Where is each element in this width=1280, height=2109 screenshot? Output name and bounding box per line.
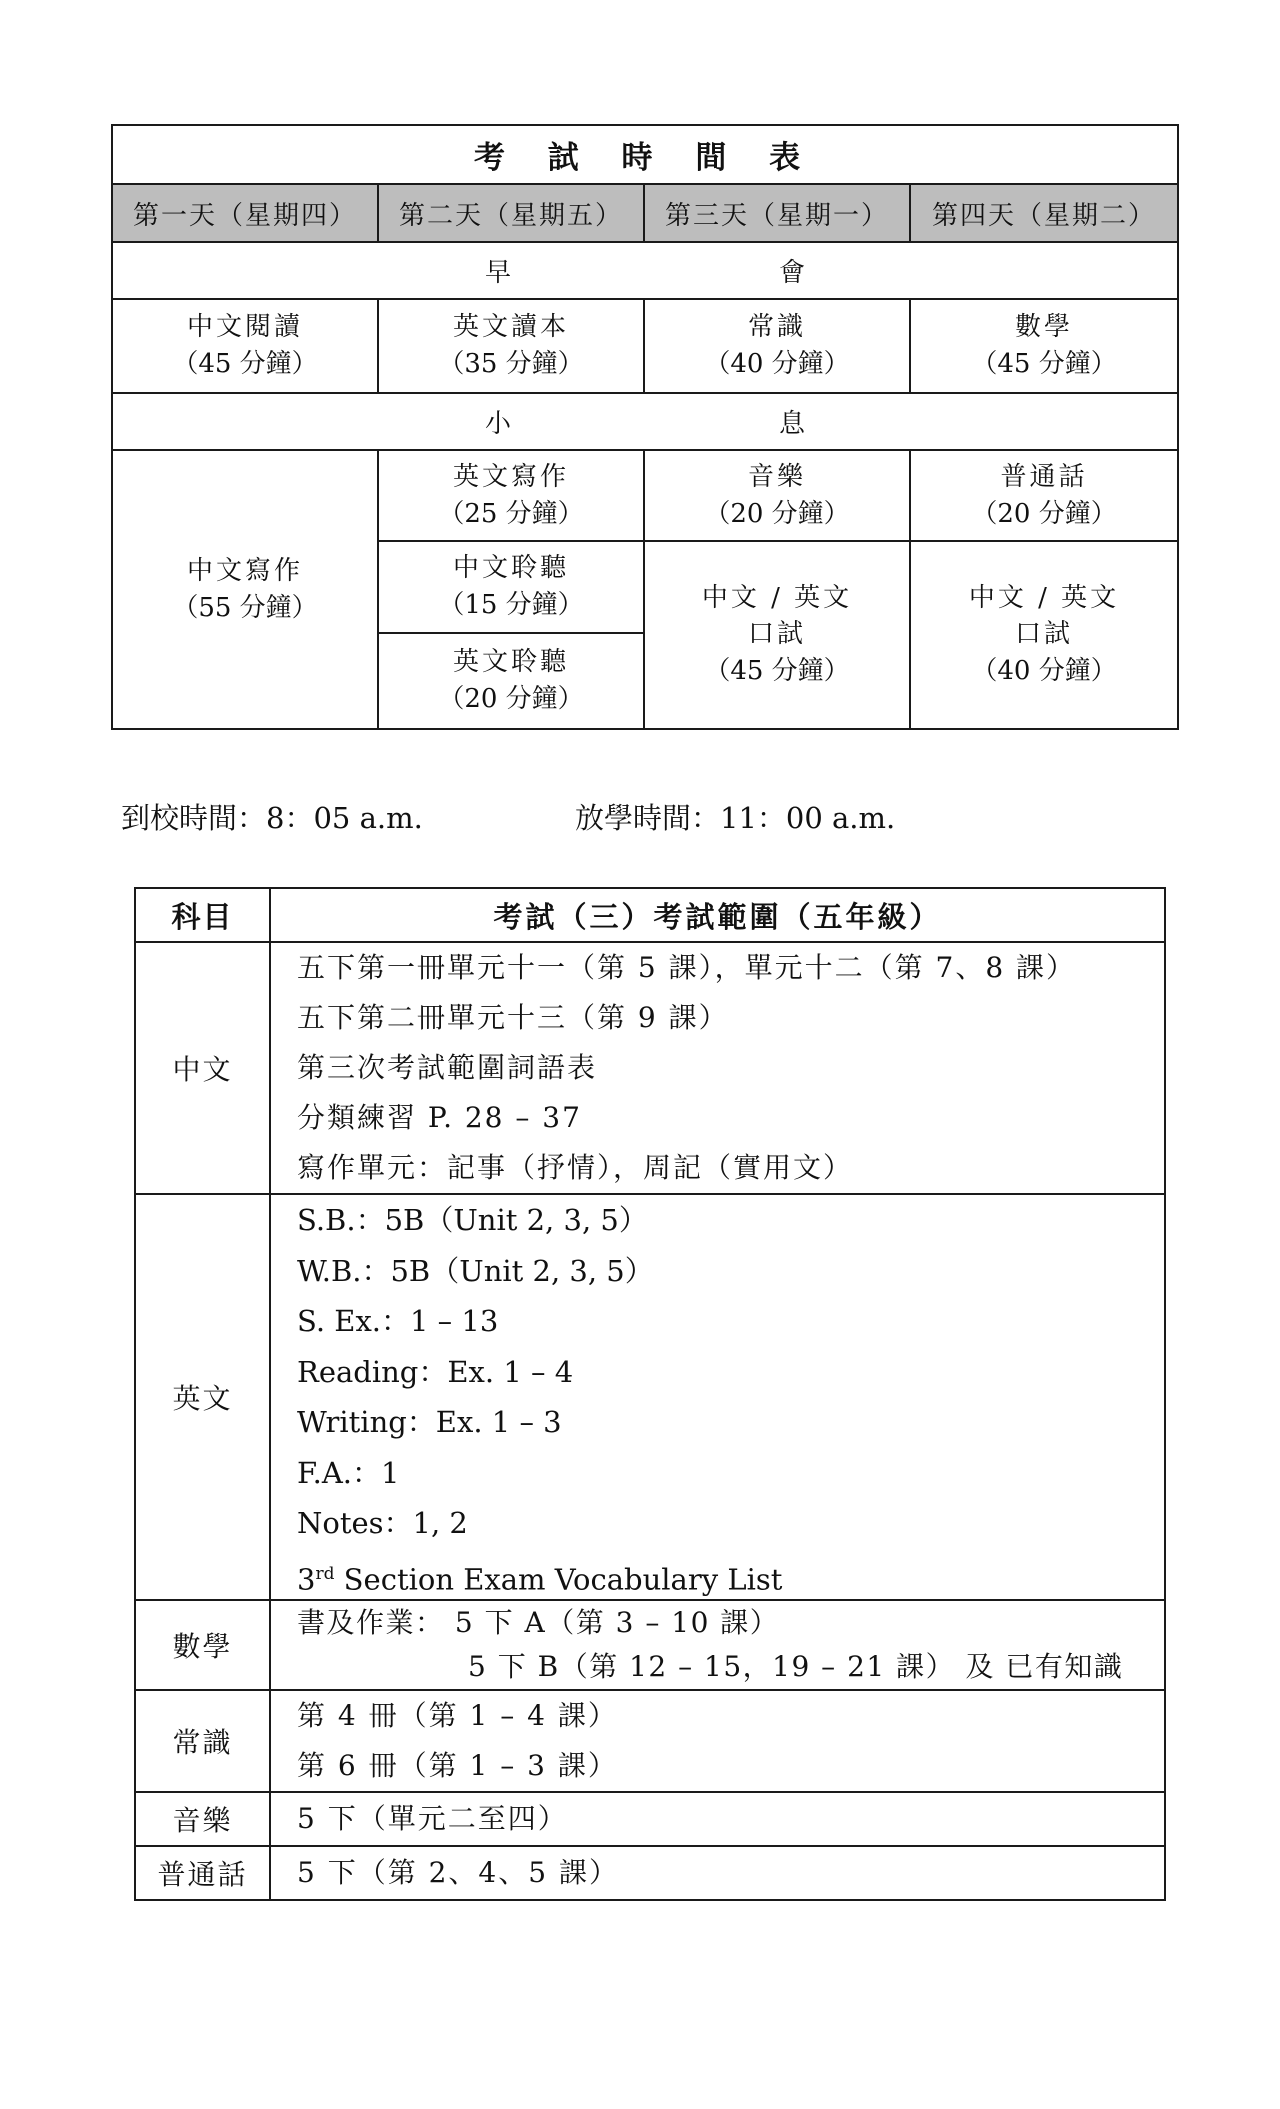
scope-line: 第 6 冊（第 1 – 3 課） — [297, 1749, 618, 1782]
scope-line: 第 4 冊（第 1 – 4 課） — [297, 1699, 618, 1732]
day-4-session-2a — [910, 450, 1178, 541]
scope-maths — [270, 1600, 1165, 1690]
scope-line: 書及作業： 5 下 A（第 3 – 10 課） — [297, 1606, 780, 1639]
timetable-title: 考 試 時 間 表 — [112, 125, 1178, 184]
scope-line: 5 下（第 2、4、5 課） — [297, 1856, 619, 1889]
scope-line: 第三次考試範圍詞語表 — [297, 1051, 598, 1084]
duration: （20 分鐘） — [438, 684, 584, 714]
day-2-session-2a — [378, 450, 644, 541]
scope-line: Notes：1, 2 — [297, 1506, 468, 1540]
scope-line-vocabulary — [297, 1549, 1164, 1600]
day-4-session-1 — [910, 299, 1178, 393]
duration: （40 分鐘） — [704, 349, 850, 379]
day-2-session-1 — [378, 299, 644, 393]
subject-putonghua: 普通話 — [135, 1846, 270, 1900]
scope-line: 分類練習 P. 28 – 37 — [297, 1101, 582, 1134]
duration: （20 分鐘） — [971, 498, 1117, 529]
scope-chinese — [270, 942, 1165, 1194]
scope-line: W.B.：5B（Unit 2, 3, 5） — [297, 1253, 654, 1288]
duration: （20 分鐘） — [704, 498, 850, 529]
day-2-session-2c — [378, 633, 644, 729]
subject-maths: 數學 — [135, 1600, 270, 1690]
duration: （45 分鐘） — [172, 349, 318, 379]
vocabulary-text: Section Exam Vocabulary List — [334, 1562, 783, 1597]
scope-line: 寫作單元：記事（抒情），周記（實用文） — [297, 1151, 854, 1184]
day-1-session-2 — [112, 450, 378, 729]
subject-name: 中文聆聽 — [452, 553, 569, 583]
subject-english: 英文 — [135, 1194, 270, 1600]
scope-line: 5 下（單元二至四） — [297, 1802, 568, 1835]
scope-line: S.B.：5B（Unit 2, 3, 5） — [297, 1203, 648, 1237]
subject-name: 數學 — [1015, 312, 1074, 342]
day-3-session-1 — [644, 299, 910, 393]
ordinal-number: 3 — [297, 1562, 316, 1597]
exam-timetable — [111, 124, 1179, 730]
day-3-oral-exam — [644, 541, 910, 729]
subject-name: 音樂 — [747, 461, 806, 492]
day-3-header: 第三天（星期一） — [644, 184, 910, 242]
exam-syllabus-table — [134, 887, 1166, 1901]
scope-general-studies — [270, 1690, 1165, 1792]
day-2-session-2b — [378, 541, 644, 633]
column-header-subject: 科目 — [135, 888, 270, 942]
duration: （55 分鐘） — [172, 592, 318, 623]
duration: （35 分鐘） — [438, 349, 584, 379]
school-times — [121, 796, 896, 837]
subject-name: 中文閱讀 — [186, 312, 303, 342]
scope-music — [270, 1792, 1165, 1846]
subject-name: 中文 / 英文 — [968, 583, 1120, 613]
day-4-header: 第四天（星期二） — [910, 184, 1178, 242]
duration: （25 分鐘） — [438, 498, 584, 529]
subject-general-studies: 常識 — [135, 1690, 270, 1792]
day-1-session-1 — [112, 299, 378, 393]
dismissal-time: 放學時間：11：00 a.m. — [575, 801, 896, 835]
day-3-session-2a — [644, 450, 910, 541]
scope-line: 5 下 B（第 12 – 15，19 – 21 課） 及 已有知識 — [468, 1650, 1124, 1683]
scope-line: Writing：Ex. 1 – 3 — [297, 1405, 562, 1439]
recess-label-1: 小 — [485, 409, 512, 439]
recess-row — [112, 393, 1178, 450]
scope-line: Reading：Ex. 1 – 4 — [297, 1354, 574, 1389]
morning-assembly-label-2: 會 — [779, 258, 806, 288]
day-2-header: 第二天（星期五） — [378, 184, 644, 242]
duration: （45 分鐘） — [704, 656, 850, 686]
scope-line: S. Ex.：1 – 13 — [297, 1304, 499, 1338]
subject-name: 中文 / 英文 — [701, 583, 853, 613]
subject-name: 英文寫作 — [452, 461, 569, 492]
scope-line: 五下第二冊單元十三（第 9 課） — [297, 1001, 729, 1034]
duration: （15 分鐘） — [438, 590, 584, 620]
subject-name: 英文聆聽 — [452, 647, 569, 677]
day-1-header: 第一天（星期四） — [112, 184, 378, 242]
scope-putonghua — [270, 1846, 1165, 1900]
column-header-scope: 考試（三）考試範圍（五年級） — [270, 888, 1165, 942]
duration: （45 分鐘） — [971, 349, 1117, 379]
scope-line: F.A.：1 — [297, 1455, 400, 1490]
arrival-time: 到校時間：8：05 a.m. — [121, 801, 423, 835]
subject-music: 音樂 — [135, 1792, 270, 1846]
recess-label-2: 息 — [779, 409, 806, 439]
subject-chinese: 中文 — [135, 942, 270, 1194]
scope-line: 五下第一冊單元十一（第 5 課），單元十二（第 7、8 課） — [297, 951, 1077, 984]
subject-name: 普通話 — [1000, 461, 1088, 492]
morning-assembly-label-1: 早 — [485, 258, 512, 288]
morning-assembly-row — [112, 242, 1178, 299]
subject-name-line-2: 口試 — [1015, 619, 1074, 649]
ordinal-suffix: rd — [315, 1563, 335, 1584]
subject-name: 中文寫作 — [186, 555, 303, 586]
day-4-oral-exam — [910, 541, 1178, 729]
subject-name-line-2: 口試 — [747, 619, 806, 649]
duration: （40 分鐘） — [971, 656, 1117, 686]
subject-name: 常識 — [747, 312, 806, 342]
subject-name: 英文讀本 — [452, 312, 569, 342]
scope-english — [270, 1194, 1165, 1600]
